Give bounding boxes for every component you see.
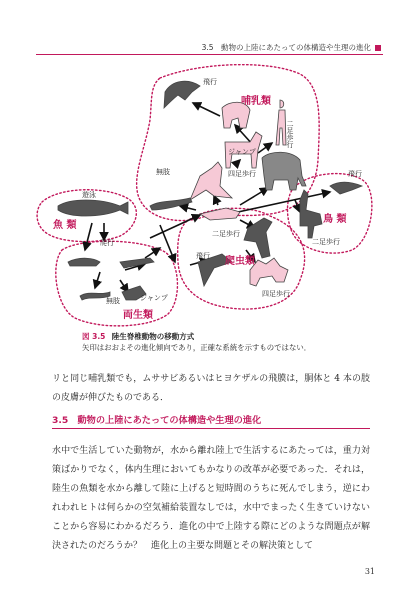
arrow-to-bat: [193, 103, 220, 116]
figure-caption: [82, 331, 311, 353]
header-section-title: 3.5 動物の上陸にあたっての体構造や生理の進化: [201, 43, 371, 52]
label-reptiles: 爬虫類: [225, 256, 255, 267]
caption-number: 図 3.5: [82, 332, 106, 341]
arrow-amphibian-up: [145, 248, 160, 258]
label-mammals: 哺乳類: [241, 96, 271, 107]
label-amphibians: 両生類: [123, 310, 153, 321]
arrow-to-human: [258, 143, 272, 153]
stegosaur-icon: [250, 258, 288, 286]
label-bipedal-bird: 二足歩行: [312, 238, 340, 246]
arrow-fish-to-amphibian: [85, 223, 92, 250]
page-number: 31: [364, 567, 375, 576]
arrow-to-elephant: [240, 188, 268, 205]
arrow-to-caecilian: [95, 272, 100, 288]
arrow-to-snake-mammal: [180, 206, 196, 210]
label-fish: 魚 類: [53, 220, 77, 231]
amphibian-group-outline: [56, 241, 178, 326]
arrow-to-bird-flight: [238, 192, 330, 212]
label-bipedal-human: 二足歩行: [286, 120, 294, 148]
label-birds: 鳥 類: [323, 214, 347, 225]
lizard-icon: [200, 208, 240, 220]
label-flight-reptile: 飛行: [196, 252, 210, 260]
arrow-to-kangaroo: [214, 196, 218, 205]
human-icon: [276, 100, 286, 145]
label-jump-amphibian: ジャンプ: [140, 294, 168, 302]
label-limbless-amphibian: 無肢: [106, 297, 120, 305]
fish-icon: [58, 200, 128, 216]
label-jump-mammal: ジャンプ: [228, 148, 256, 156]
label-quadruped-mammal: 四足歩行: [228, 170, 256, 178]
caption-title: 陸生脊椎動物の移動方式: [111, 332, 195, 341]
arrow-amphibian-to-reptile: [150, 215, 200, 238]
label-bipedal-dino: 二足歩行: [212, 230, 240, 238]
caption-note: 矢印はおおよその進化傾向であり，正確な系統を示すものではない．: [82, 343, 312, 352]
flying-bird-icon: [330, 182, 362, 194]
ostrich-icon: [300, 190, 322, 238]
label-flight-top: 飛行: [203, 78, 217, 86]
label-limbless-reptile: 無肢: [156, 168, 170, 176]
label-flight-bird: 飛行: [348, 170, 362, 178]
paragraph-1: リと同じ哺乳類でも，ムササビあるいはヒヨケザルの飛膜は，胴体と 4 本の肢の皮膚が伸びたものである．: [52, 374, 370, 403]
paragraph-2: 水中で生活していた動物が，水から離れ陸上で生活するにあたっては，重力対策ばかりでなく，体内生理においてもかなりの改革が必要であった．それは，陸生の魚類を水から離して陸に上げると短時間のうちに死んでしまう，逆にわれわれヒトは何らかの空気補給装置なしでは，水中でまったく生きていけないことから容易にわかるだろう．進化の中で上陸する際にどのような問題点が解決されたのだろうか？ 進化上の主要な問題とその解決策として: [52, 446, 370, 551]
label-crawl: 爬行: [100, 239, 114, 247]
amphibian-crawl-icon: [68, 258, 100, 266]
label-quadruped-reptile: 四足歩行: [262, 290, 290, 298]
section-heading: 3.5 動物の上陸にあたっての体構造や生理の進化: [52, 412, 370, 429]
arrow-to-horse: [235, 160, 240, 165]
label-swim: 遊泳: [82, 191, 96, 199]
elephant-icon: [262, 152, 306, 190]
